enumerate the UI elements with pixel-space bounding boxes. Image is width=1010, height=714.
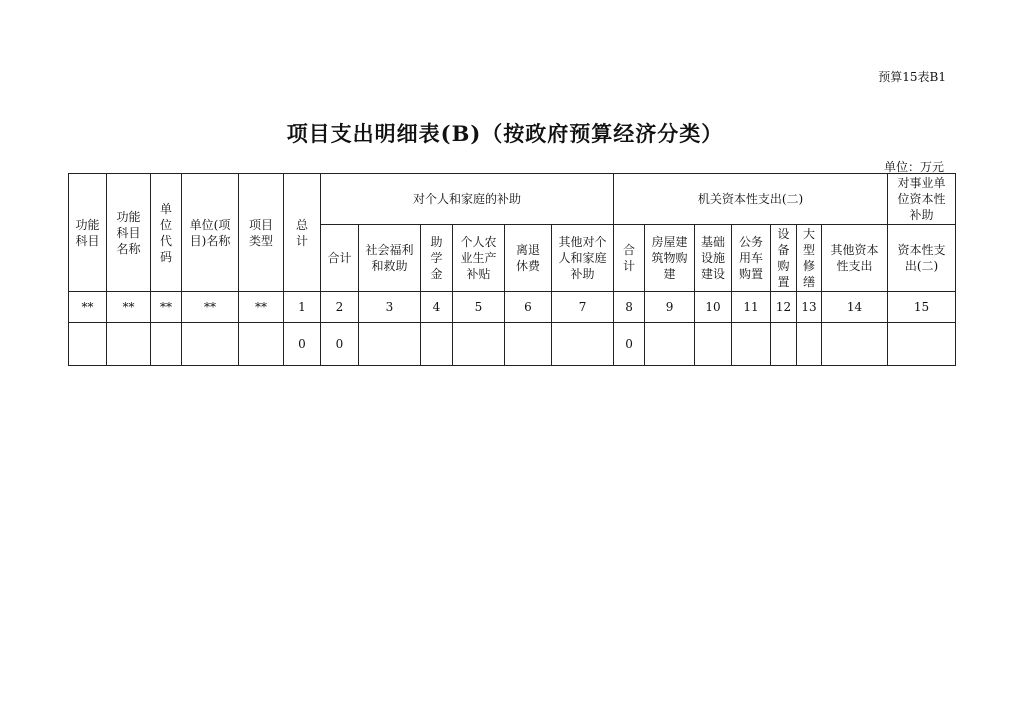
header-row-1 — [69, 174, 956, 225]
data-cell — [695, 323, 732, 366]
header-capital-equip: 设 备 购 置 — [771, 225, 797, 292]
header-personal-other: 其他对个 人和家庭 补助 — [552, 225, 614, 292]
index-cell: 14 — [822, 292, 888, 323]
data-cell: 0 — [321, 323, 359, 366]
header-func-name: 功能 科目 名称 — [107, 174, 151, 292]
header-capital-repair: 大 型 修 缮 — [797, 225, 822, 292]
index-cell: ** — [69, 292, 107, 323]
index-cell: 1 — [284, 292, 321, 323]
unit-label: 单位：万元 — [883, 160, 944, 174]
data-cell — [732, 323, 771, 366]
header-capital-building: 房屋建 筑物购 建 — [645, 225, 695, 292]
data-cell — [797, 323, 822, 366]
index-cell: 10 — [695, 292, 732, 323]
index-cell: 2 — [321, 292, 359, 323]
header-func-code: 功能 科目 — [69, 174, 107, 292]
index-cell: 6 — [505, 292, 552, 323]
data-cell — [645, 323, 695, 366]
data-cell — [771, 323, 797, 366]
form-code: 预算15表B1 — [878, 70, 946, 84]
page-title: 项目支出明细表(B)（按政府预算经济分类） — [286, 121, 724, 146]
header-capital-other: 其他资本 性支出 — [822, 225, 888, 292]
data-cell — [107, 323, 151, 366]
data-cell — [822, 323, 888, 366]
index-cell: ** — [182, 292, 239, 323]
index-cell: 12 — [771, 292, 797, 323]
data-cell — [453, 323, 505, 366]
index-cell: 5 — [453, 292, 505, 323]
data-cell — [421, 323, 453, 366]
data-cell — [182, 323, 239, 366]
index-cell: 15 — [888, 292, 956, 323]
index-cell: ** — [151, 292, 182, 323]
header-total: 总 计 — [284, 174, 321, 292]
table-row — [69, 323, 956, 366]
data-cell: 0 — [284, 323, 321, 366]
data-cell — [888, 323, 956, 366]
data-cell — [552, 323, 614, 366]
header-personal-scholarship: 助 学 金 — [421, 225, 453, 292]
data-cell — [505, 323, 552, 366]
index-row — [69, 292, 956, 323]
index-cell: 13 — [797, 292, 822, 323]
index-cell: ** — [107, 292, 151, 323]
header-group-enterprise: 对事业单 位资本性 补助 — [888, 174, 956, 225]
header-capital-sum: 合 计 — [614, 225, 645, 292]
index-cell: 11 — [732, 292, 771, 323]
index-cell: 4 — [421, 292, 453, 323]
data-cell — [69, 323, 107, 366]
data-cell — [359, 323, 421, 366]
header-personal-retire: 离退 休费 — [505, 225, 552, 292]
header-personal-sum: 合计 — [321, 225, 359, 292]
header-capital-car: 公务 用车 购置 — [732, 225, 771, 292]
data-cell — [239, 323, 284, 366]
index-cell: 9 — [645, 292, 695, 323]
index-cell: 8 — [614, 292, 645, 323]
header-group-personal: 对个人和家庭的补助 — [321, 174, 614, 225]
header-capital-infra: 基础 设施 建设 — [695, 225, 732, 292]
header-unit-code: 单 位 代 码 — [151, 174, 182, 292]
index-cell: 7 — [552, 292, 614, 323]
expenditure-table — [68, 173, 956, 366]
data-cell: 0 — [614, 323, 645, 366]
header-project-type: 项目 类型 — [239, 174, 284, 292]
header-personal-agri: 个人农 业生产 补贴 — [453, 225, 505, 292]
header-unit-name: 单位(项 目)名称 — [182, 174, 239, 292]
header-personal-welfare: 社会福利 和救助 — [359, 225, 421, 292]
index-cell: 3 — [359, 292, 421, 323]
header-group-capital: 机关资本性支出(二) — [614, 174, 888, 225]
header-enterprise-capital: 资本性支 出(二) — [888, 225, 956, 292]
index-cell: ** — [239, 292, 284, 323]
data-cell — [151, 323, 182, 366]
